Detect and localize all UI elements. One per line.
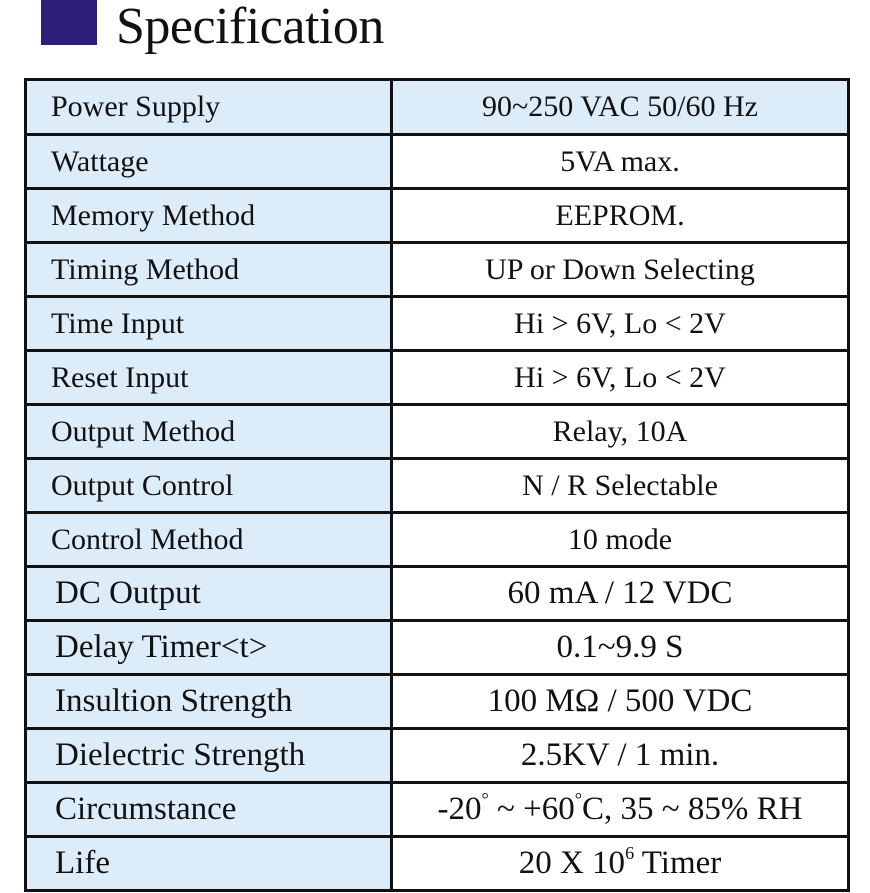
value-part: -20 xyxy=(437,791,482,827)
spec-label: Circumstance xyxy=(26,783,392,837)
table-row xyxy=(26,459,849,513)
spec-value: EEPROM. xyxy=(392,189,849,243)
table-row xyxy=(26,351,849,405)
spec-label: Timing Method xyxy=(26,243,392,297)
spec-value: 5VA max. xyxy=(392,135,849,189)
table-row xyxy=(26,189,849,243)
table-row xyxy=(26,837,849,891)
table-row xyxy=(26,135,849,189)
value-part: ~ +60 xyxy=(488,791,575,827)
degree-symbol: ° xyxy=(481,789,489,809)
specification-table xyxy=(24,78,850,892)
page-title: Specification xyxy=(116,0,384,55)
spec-label: Output Method xyxy=(26,405,392,459)
table-row xyxy=(26,675,849,729)
spec-value: Hi > 6V, Lo < 2V xyxy=(392,351,849,405)
table-row xyxy=(26,621,849,675)
spec-label: Power Supply xyxy=(26,80,392,135)
spec-value xyxy=(392,837,849,891)
spec-value: 2.5KV / 1 min. xyxy=(392,729,849,783)
spec-value: N / R Selectable xyxy=(392,459,849,513)
spec-label: Time Input xyxy=(26,297,392,351)
spec-value: 90~250 VAC 50/60 Hz xyxy=(392,80,849,135)
table-row xyxy=(26,567,849,621)
spec-value: 0.1~9.9 S xyxy=(392,621,849,675)
spec-label: Wattage xyxy=(26,135,392,189)
table-row xyxy=(26,297,849,351)
table-row xyxy=(26,80,849,135)
spec-value: 60 mA / 12 VDC xyxy=(392,567,849,621)
value-part: Timer xyxy=(634,845,722,881)
table-row xyxy=(26,783,849,837)
spec-value: 100 MΩ / 500 VDC xyxy=(392,675,849,729)
spec-value: 10 mode xyxy=(392,513,849,567)
spec-value: UP or Down Selecting xyxy=(392,243,849,297)
value-part: 20 X 10 xyxy=(518,845,626,881)
spec-label: Control Method xyxy=(26,513,392,567)
table-row xyxy=(26,513,849,567)
spec-label: Life xyxy=(26,837,392,891)
spec-label: Output Control xyxy=(26,459,392,513)
table-row xyxy=(26,729,849,783)
spec-label: Insultion Strength xyxy=(26,675,392,729)
spec-label: Reset Input xyxy=(26,351,392,405)
spec-value xyxy=(392,783,849,837)
value-part: C, 35 ~ 85% RH xyxy=(582,791,803,827)
title-accent-square xyxy=(41,0,97,45)
spec-value: Hi > 6V, Lo < 2V xyxy=(392,297,849,351)
spec-value: Relay, 10A xyxy=(392,405,849,459)
exponent: 6 xyxy=(625,843,635,863)
spec-label: Memory Method xyxy=(26,189,392,243)
spec-label: Delay Timer<t> xyxy=(26,621,392,675)
table-row xyxy=(26,405,849,459)
table-row xyxy=(26,243,849,297)
degree-symbol: ° xyxy=(574,789,583,809)
spec-label: DC Output xyxy=(26,567,392,621)
spec-label: Dielectric Strength xyxy=(26,729,392,783)
